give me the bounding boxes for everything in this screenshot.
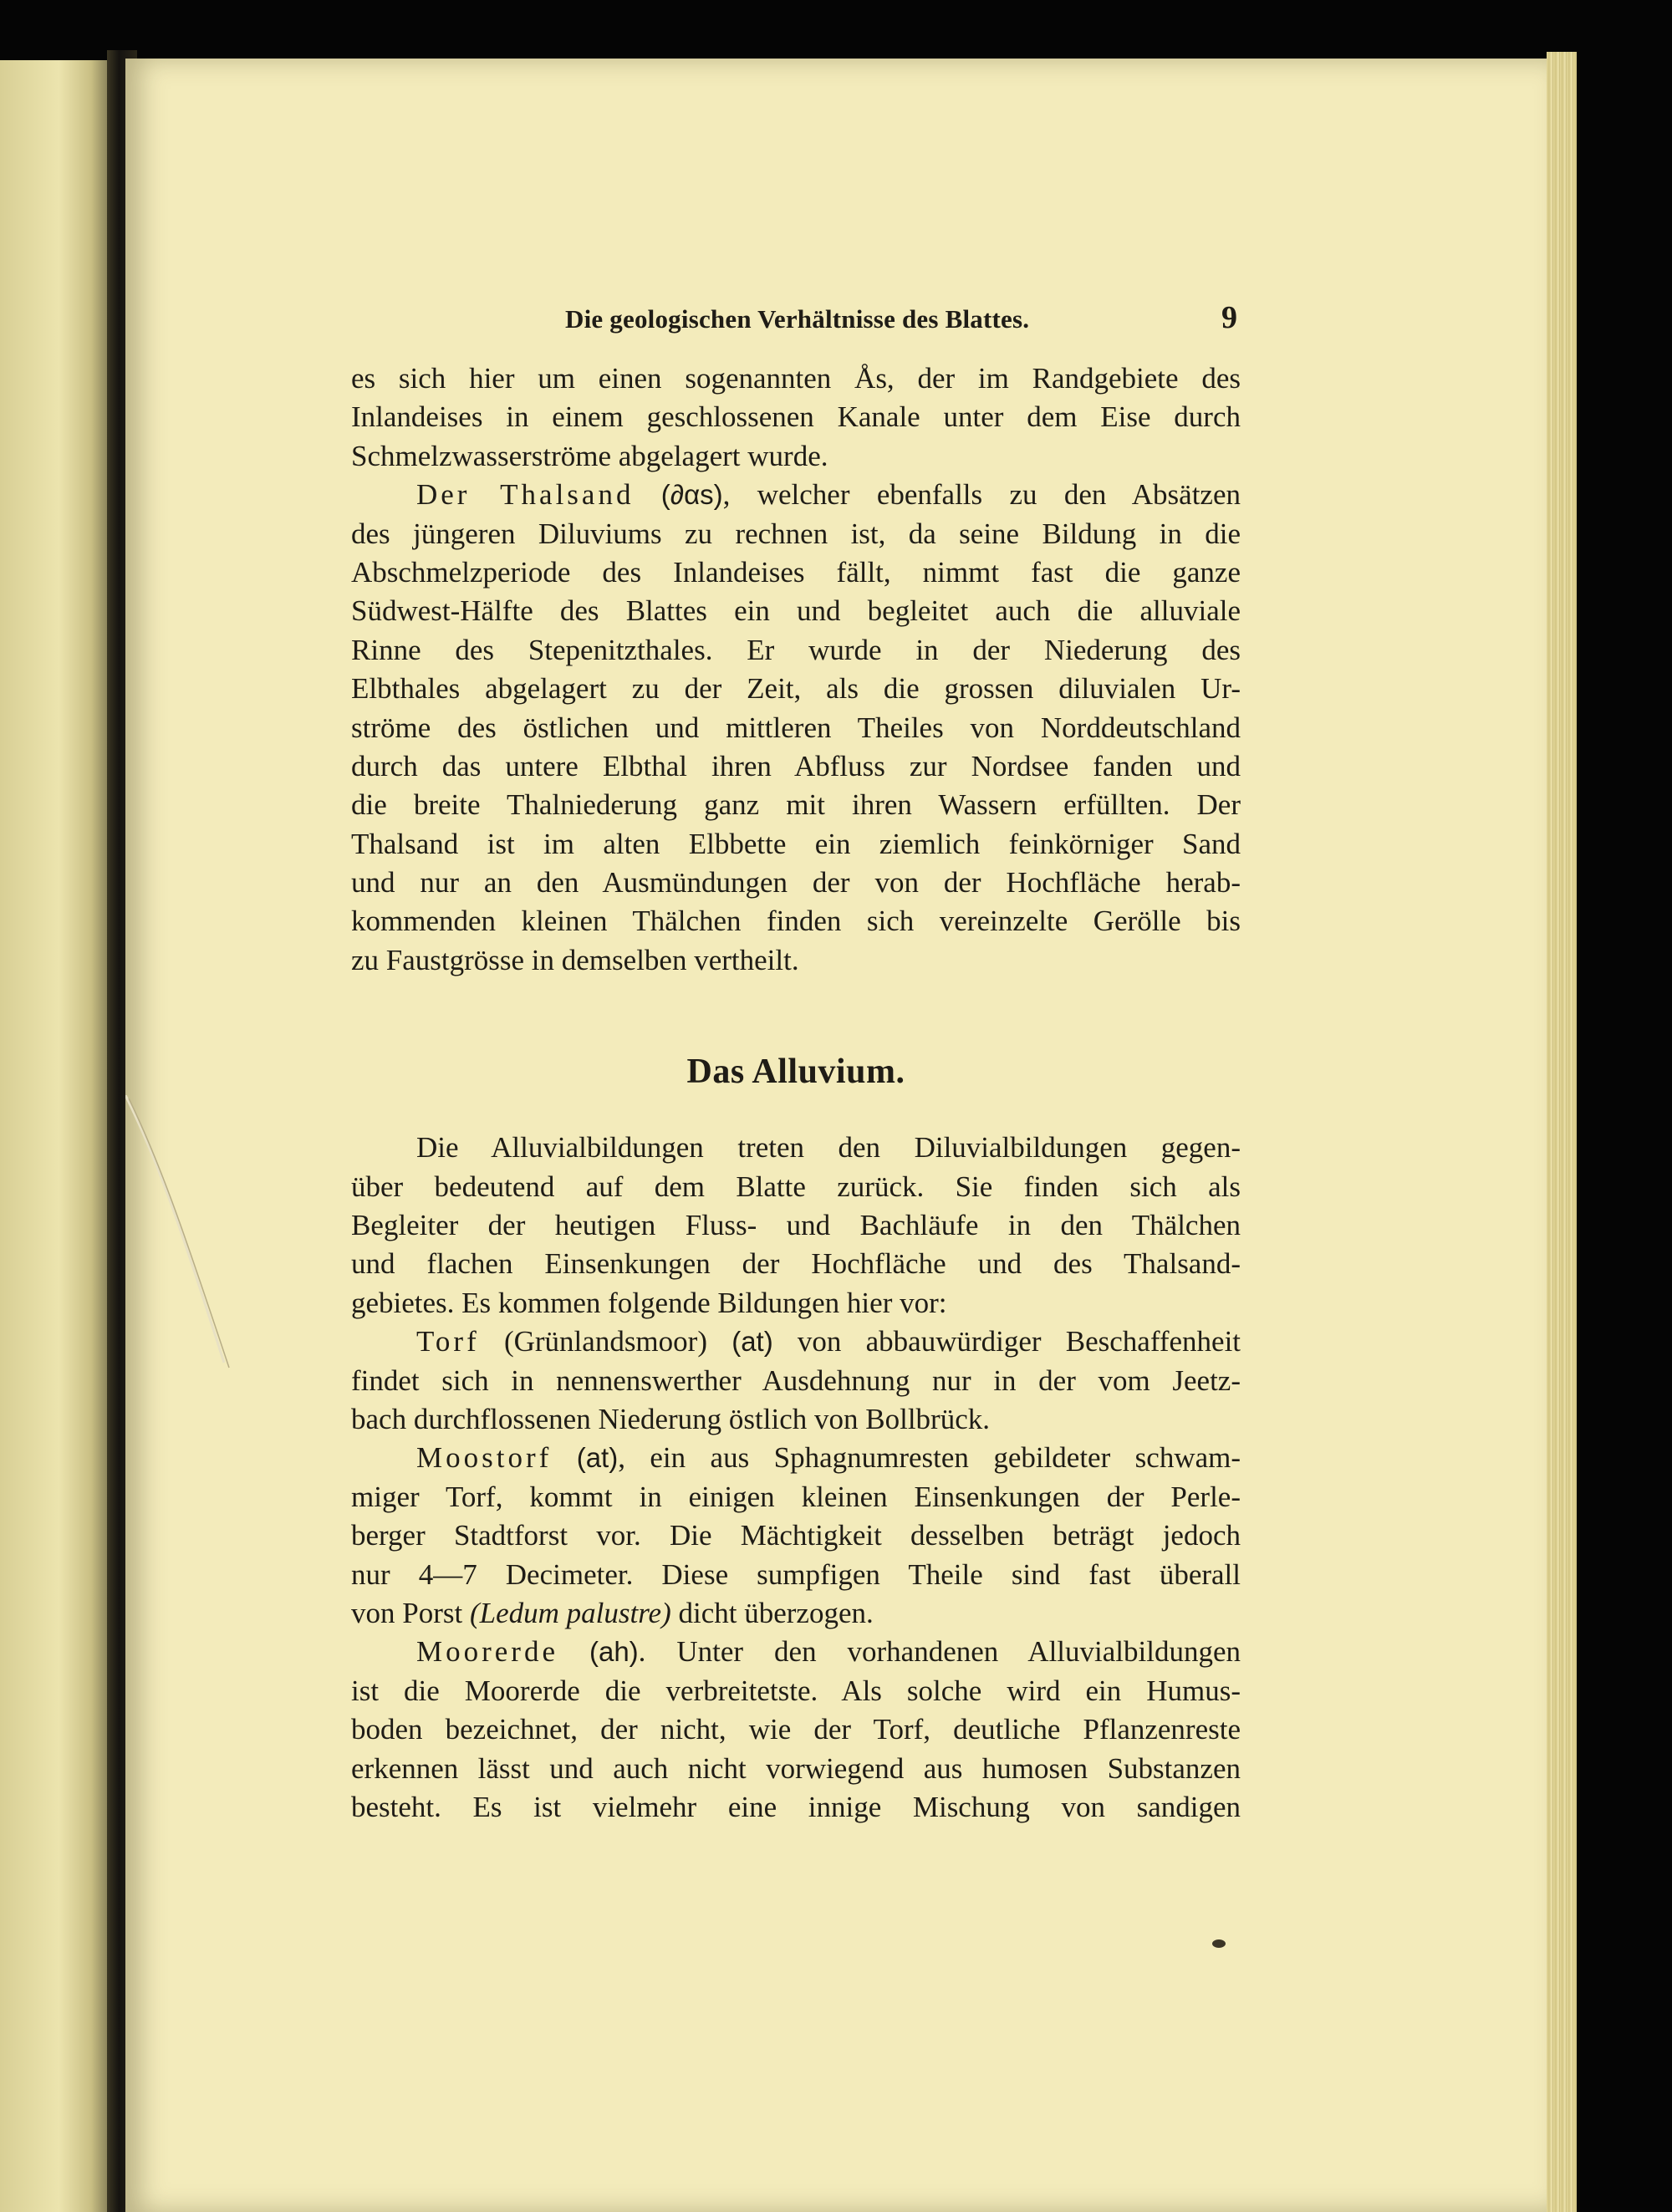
text-line	[351, 1633, 1241, 1671]
ink-stain	[1212, 1939, 1226, 1948]
latin-name: (Ledum palustre)	[469, 1596, 671, 1629]
text-run: , ein aus Sphagnumresten gebildeter schwam-	[618, 1441, 1241, 1475]
text-line: Südwest-Hälfte des Blattes ein und begleitet auch die alluviale	[351, 594, 1241, 628]
paragraph-moostorf	[351, 1439, 1241, 1633]
map-symbol: (∂αs)	[660, 479, 723, 511]
term-moorerde: Moorerde	[416, 1635, 559, 1669]
paragraph-moorerde	[351, 1633, 1241, 1827]
text-line: Abschmelzperiode des Inlandeises fällt, nimmt fast die ganze	[351, 555, 1241, 589]
facing-page-edge	[0, 60, 107, 2212]
term-moostorf: Moostorf	[416, 1441, 553, 1475]
text-line: Begleiter der heutigen Fluss- und Bachläufe in den Thälchen	[351, 1209, 1241, 1242]
text-line: zu Faustgrösse in demselben vertheilt.	[351, 943, 799, 976]
text-line: besteht. Es ist vielmehr eine innige Mischung von sandigen	[351, 1790, 1241, 1823]
map-symbol: (at)	[576, 1442, 619, 1474]
term-torf: Torf	[416, 1325, 480, 1358]
text-line: berger Stadtforst vor. Die Mächtigkeit desselben beträgt jedoch	[351, 1519, 1241, 1552]
text-line: über bedeutend auf dem Blatte zurück. Sie finden sich als	[351, 1170, 1241, 1203]
page-number: 9	[1221, 300, 1237, 335]
text-line: durch das untere Elbthal ihren Abfluss zur Nordsee fanden und	[351, 749, 1241, 782]
text-line: Die Alluvialbildungen treten den Diluvialbildungen gegen-	[416, 1131, 1241, 1165]
text-run: , welcher ebenfalls zu den Absätzen	[722, 478, 1241, 512]
text-run: . Unter den vorhandenen Alluvialbildungen	[638, 1635, 1241, 1669]
text-line: nur 4—7 Decimeter. Diese sumpfigen Theile sind fast überall	[351, 1557, 1241, 1591]
text-run: (Grünlandsmoor)	[503, 1325, 707, 1358]
paragraph-thalsand	[351, 476, 1241, 980]
text-line: miger Torf, kommt in einigen kleinen Einsenkungen der Perle-	[351, 1480, 1241, 1513]
map-symbol: (ah)	[589, 1636, 639, 1668]
text-run: von abbauwürdiger Beschaffenheit	[797, 1325, 1241, 1358]
term-thalsand: Der Thalsand	[416, 478, 635, 512]
map-symbol: (at)	[732, 1326, 773, 1358]
section-heading: Das Alluvium.	[686, 1052, 905, 1092]
text-line: gebietes. Es kommen folgende Bildungen hier vor:	[351, 1286, 947, 1319]
text-line: die breite Thalniederung ganz mit ihren Wassern erfüllten. Der	[351, 788, 1241, 822]
text-run: dicht überzogen.	[678, 1596, 874, 1629]
text-line: kommenden kleinen Thälchen finden sich vereinzelte Gerölle bis	[351, 905, 1241, 938]
paragraph-as	[351, 359, 1241, 476]
text-line	[351, 1439, 1241, 1477]
text-line: des jüngeren Diluviums zu rechnen ist, da seine Bildung in die	[351, 517, 1241, 550]
text-line: Elbthales abgelagert zu der Zeit, als die grossen diluvialen Ur-	[351, 672, 1241, 706]
text-line: erkennen lässt und auch nicht vorwiegend aus humosen Substanzen	[351, 1751, 1241, 1785]
text-line: und flachen Einsenkungen der Hochfläche und des Thalsand-	[351, 1247, 1241, 1281]
running-header: Die geologischen Verhältnisse des Blattes.	[565, 304, 1030, 334]
text-line	[351, 1594, 1241, 1633]
text-line: ist die Moorerde die verbreitetste. Als solche wird ein Humus-	[351, 1674, 1241, 1707]
text-line: Thalsand ist im alten Elbbette ein ziemlich feinkörniger Sand	[351, 827, 1241, 860]
paragraph-torf	[351, 1323, 1241, 1439]
text-line: ströme des östlichen und mittleren Theiles von Norddeutschland	[351, 711, 1241, 744]
page-stack-edge	[1547, 52, 1577, 2212]
text-line: boden bezeichnet, der nicht, wie der Torf, deutliche Pflanzenreste	[351, 1713, 1241, 1746]
page-body	[351, 359, 1241, 1827]
text-line: Schmelzwasserströme abgelagert wurde.	[351, 439, 828, 472]
text-line: findet sich in nennenswerther Ausdehnung nur in der vom Jeetz-	[351, 1363, 1241, 1397]
paragraph-alluvium	[351, 1129, 1241, 1323]
text-line	[351, 476, 1241, 514]
text-line	[351, 1323, 1241, 1361]
text-line: es sich hier um einen sogenannten Ås, der im Randgebiete des	[351, 362, 1241, 395]
text-line: Rinne des Stepenitzthales. Er wurde in der Niederung des	[351, 633, 1241, 666]
text-run: von Porst	[351, 1596, 463, 1629]
text-line: Inlandeises in einem geschlossenen Kanale unter dem Eise durch	[351, 400, 1241, 434]
text-line: bach durchflossenen Niederung östlich von Bollbrück.	[351, 1402, 990, 1435]
text-line: und nur an den Ausmündungen der von der Hochfläche herab-	[351, 866, 1241, 900]
